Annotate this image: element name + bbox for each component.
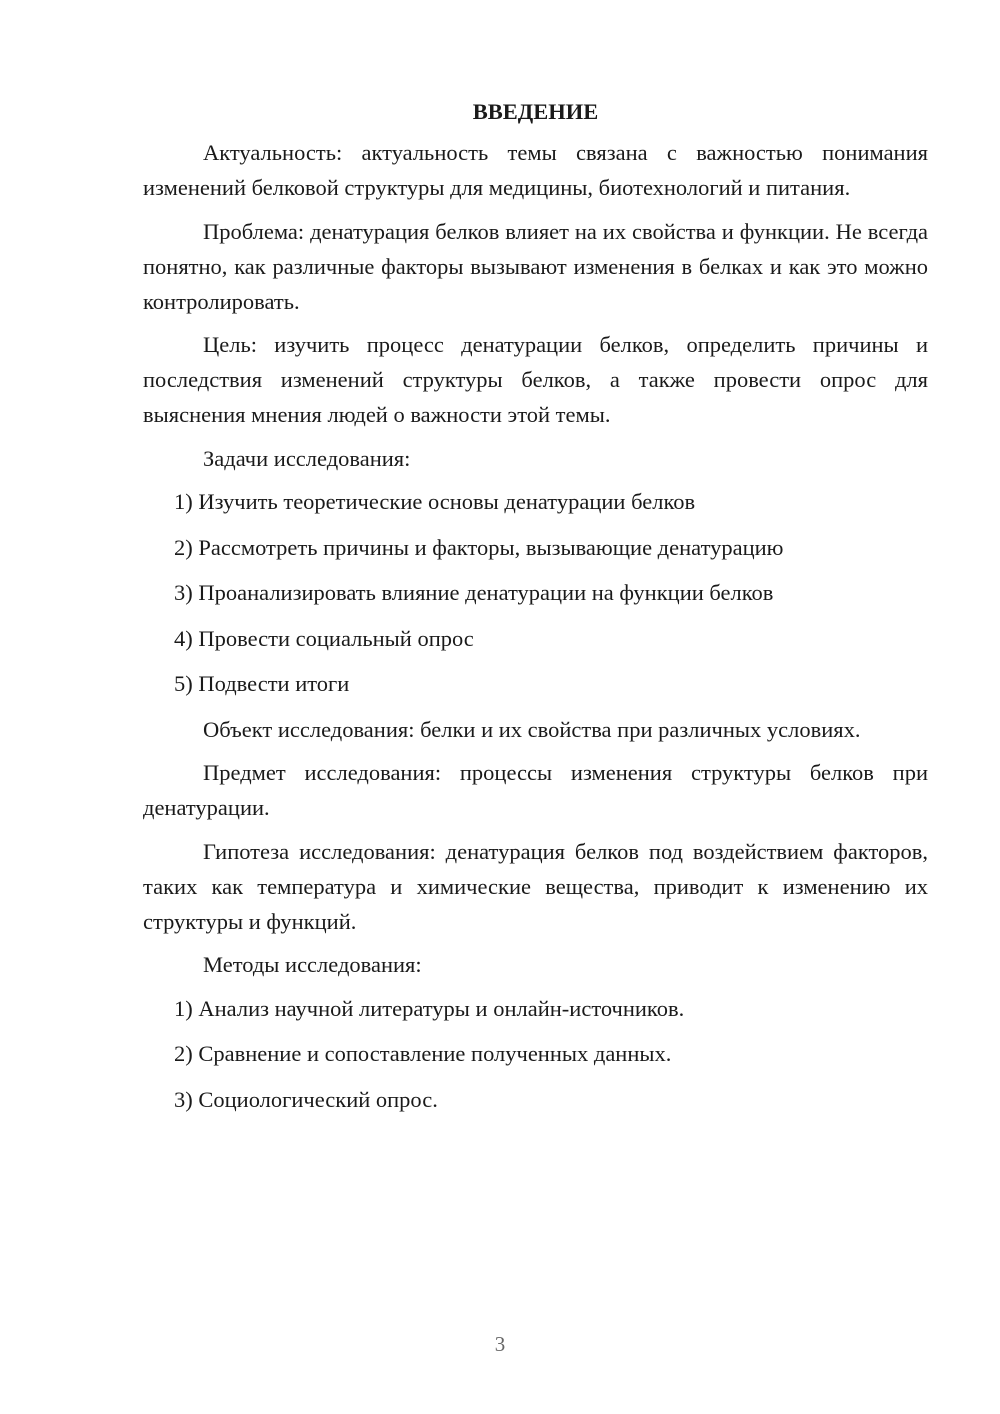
object-paragraph: Объект исследования: белки и их свойства при различных условиях. bbox=[203, 716, 861, 742]
hypothesis-paragraph: Гипотеза исследования: денатурация белков под воздействием факторов, таких как температура и химические вещества, приводит к изменению их структуры и функций. bbox=[143, 838, 928, 934]
subject-paragraph: Предмет исследования: процессы изменения структуры белков при денатурации. bbox=[143, 760, 928, 820]
method-item: 2) Сравнение и сопоставление полученных данных. bbox=[174, 1041, 672, 1066]
task-item: 3) Проанализировать влияние денатурации на функции белков bbox=[174, 580, 774, 605]
page-title: ВВЕДЕНИЕ bbox=[472, 99, 599, 124]
page-number: 3 bbox=[494, 1332, 506, 1356]
problem-paragraph: Проблема: денатурация белков влияет на их свойства и функции. Не всегда понятно, как различные факторы вызывают изменения в белках и как это можно контролировать. bbox=[143, 218, 928, 314]
task-item: 2) Рассмотреть причины и факторы, вызывающие денатурацию bbox=[174, 534, 784, 560]
document-body bbox=[143, 94, 928, 1127]
task-item: 4) Провести социальный опрос bbox=[174, 625, 474, 651]
methods-heading: Методы исследования: bbox=[203, 952, 422, 977]
tasks-heading: Задачи исследования: bbox=[203, 445, 411, 471]
relevance-paragraph: Актуальность: актуальность темы связана с важностью понимания изменений белковой структуры для медицины, биотехнологий и питания. bbox=[143, 140, 928, 200]
method-item: 1) Анализ научной литературы и онлайн-источников. bbox=[174, 995, 685, 1021]
method-item: 3) Социологический опрос. bbox=[174, 1086, 438, 1112]
goal-paragraph: Цель: изучить процесс денатурации белков, определить причины и последствия изменений структуры белков, а также провести опрос для выяснения мнения людей о важности этой темы. bbox=[143, 332, 928, 427]
task-item: 1) Изучить теоретические основы денатурации белков bbox=[174, 489, 696, 514]
task-item: 5) Подвести итоги bbox=[174, 671, 350, 696]
